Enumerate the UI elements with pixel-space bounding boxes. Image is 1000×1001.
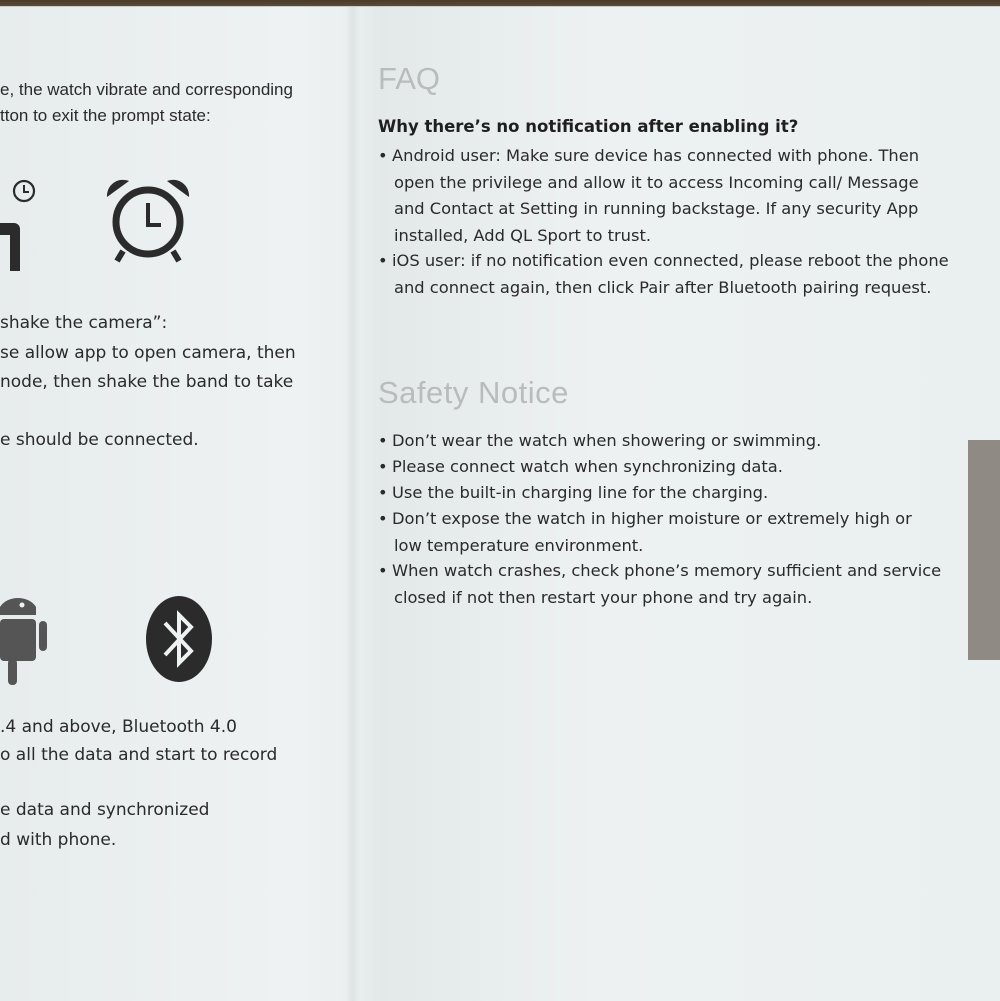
bullet-dot: • (378, 431, 388, 450)
faq-item-line: iOS user: if no notification even connected, please reboot the phone (392, 251, 949, 270)
page-edge-shadow (968, 440, 1000, 660)
android-icon (0, 595, 50, 691)
left-text-line: o all the data and start to record (0, 745, 278, 765)
bullet-dot: • (378, 483, 388, 502)
faq-item (378, 143, 919, 249)
faq-item (378, 248, 949, 301)
safety-item-line: low temperature environment. (394, 535, 644, 555)
left-text-line: shake the camera”: (0, 313, 168, 333)
bullet-dot: • (378, 561, 388, 580)
faq-item-line: installed, Add QL Sport to trust. (394, 225, 652, 245)
safety-item-line: Use the built-in charging line for the charging. (392, 483, 769, 502)
safety-item-line: Don’t expose the watch in higher moisture or extremely high or (392, 509, 912, 528)
faq-item-line: open the privilege and allow it to access Incoming call/ Message (394, 172, 919, 192)
safety-item (378, 558, 941, 611)
bullet-dot: • (378, 509, 388, 528)
left-text-line: e data and synchronized (0, 800, 210, 820)
bullet-dot: • (378, 457, 388, 476)
safety-item (378, 454, 783, 481)
safety-item (378, 428, 821, 455)
safety-item-line: Don’t wear the watch when showering or swimming. (392, 431, 822, 450)
page-fold (346, 7, 360, 1001)
safety-item-line: closed if not then restart your phone and try again. (394, 587, 813, 607)
alarm-clock-icon (103, 175, 193, 265)
left-text-line: node, then shake the band to take (0, 372, 294, 392)
bullet-dot: • (378, 146, 388, 165)
faq-heading: FAQ (378, 61, 441, 96)
safety-item (378, 480, 768, 507)
clock-icon (0, 179, 48, 275)
safety-heading: Safety Notice (378, 375, 569, 410)
faq-item-line: and Contact at Setting in running backstage. If any security App (394, 199, 919, 218)
left-text-line: d with phone. (0, 830, 117, 850)
safety-item-line: Please connect watch when synchronizing data. (392, 457, 783, 476)
left-text-line: se allow app to open camera, then (0, 343, 296, 363)
faq-question: Why there’s no notification after enabling it? (378, 117, 799, 136)
safety-item (378, 506, 912, 559)
bullet-dot: • (378, 251, 388, 270)
left-text-line: e should be connected. (0, 430, 199, 450)
safety-item-line: When watch crashes, check phone’s memory sufficient and service (392, 561, 942, 580)
left-text-line: tton to exit the prompt state: (0, 106, 211, 125)
left-text-line: .4 and above, Bluetooth 4.0 (0, 717, 237, 737)
bluetooth-icon (145, 595, 213, 683)
faq-item-line: and connect again, then click Pair after Bluetooth pairing request. (394, 277, 932, 297)
left-text-line: e, the watch vibrate and corresponding (0, 80, 293, 99)
manual-page (0, 6, 1000, 1001)
faq-item-line: Android user: Make sure device has connected with phone. Then (392, 146, 920, 165)
